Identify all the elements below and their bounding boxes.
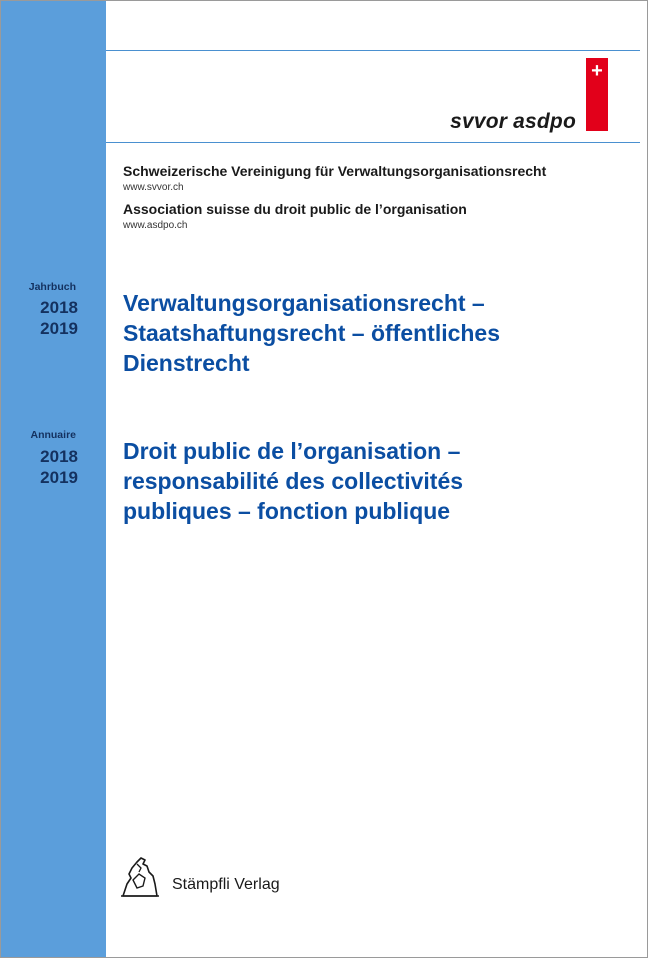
title-fr-line: Droit public de l’organisation – <box>123 438 461 464</box>
top-divider <box>106 50 640 51</box>
brand-logo-text: svvor asdpo <box>450 110 576 133</box>
swiss-flag-bar <box>586 58 608 131</box>
yearbook-label-fr: Annuaire <box>30 429 76 441</box>
title-de-line: Staatshaftungsrecht – öffentliches <box>123 320 501 346</box>
year-end-de: 2019 <box>40 319 78 338</box>
title-french <box>123 436 633 526</box>
title-fr-line: responsabilité des collectivités <box>123 468 464 494</box>
association-url-fr: www.asdpo.ch <box>123 220 188 231</box>
association-name-fr: Association suisse du droit public de l’organisation <box>123 201 467 217</box>
publisher-name: Stämpfli Verlag <box>172 876 280 893</box>
title-de-line: Dienstrecht <box>123 350 250 376</box>
yearbook-label-de: Jahrbuch <box>28 281 76 293</box>
year-start-fr: 2018 <box>40 447 78 466</box>
title-fr-line: publiques – fonction publique <box>123 498 451 524</box>
association-url-de: www.svvor.ch <box>123 182 184 193</box>
year-end-fr: 2019 <box>40 468 78 487</box>
publisher-logo-icon <box>119 854 161 898</box>
title-german <box>123 288 633 378</box>
header-divider <box>106 142 640 143</box>
year-start-de: 2018 <box>40 298 78 317</box>
title-de-line: Verwaltungsorganisationsrecht – <box>123 290 485 316</box>
swiss-cross-icon: + <box>591 60 603 82</box>
association-name-de: Schweizerische Vereinigung für Verwaltungsorganisationsrecht <box>123 163 547 179</box>
